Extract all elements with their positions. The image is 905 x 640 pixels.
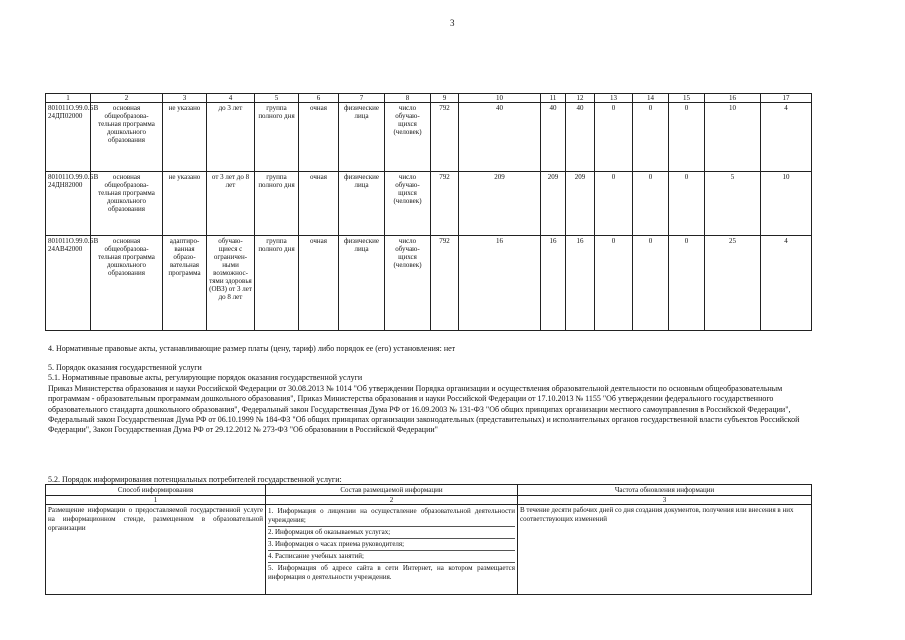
value-cell: 0	[595, 172, 633, 236]
list-item: 3. Информация о часах приема руководителя;	[268, 539, 515, 551]
value-cell: 4	[761, 236, 812, 331]
info-items	[266, 505, 518, 595]
section-51-subtitle: 5.1. Нормативные правовые акты, регулирующие порядок оказания государственной услуги	[48, 373, 363, 383]
info-header: Способ информирования	[46, 485, 266, 496]
column-number: 1	[46, 94, 91, 103]
program-cell: основная общеобразова-тельная программа дошкольного образования	[91, 172, 163, 236]
list-item: 1. Информация о лицензии на осуществление образовательной деятельности учреждения;	[268, 506, 515, 527]
value-cell: 4	[761, 103, 812, 172]
column-number: 8	[385, 94, 431, 103]
table-row	[46, 103, 812, 172]
page-number: 3	[450, 18, 455, 28]
column-number: 4	[207, 94, 255, 103]
recipients-cell: физические лица	[339, 103, 385, 172]
column-number: 14	[633, 94, 669, 103]
column-number: 9	[431, 94, 459, 103]
registry-code: 801011О.99.0.БВ 24ДН82000	[46, 172, 91, 236]
list-item: 2. Информация об оказываемых услугах;	[268, 527, 515, 539]
value-cell: 0	[669, 236, 705, 331]
column-number: 5	[255, 94, 299, 103]
age-cell: обучаю-щиеся с ограничен-ными возможнос-тями здоровья (ОВЗ) от 3 лет до 8 лет	[207, 236, 255, 331]
value-cell: 0	[595, 236, 633, 331]
recipients-cell: физические лица	[339, 236, 385, 331]
value-cell: 0	[595, 103, 633, 172]
info-method: Размещение информации о предоставляемой государственной услуге на информационном стенде, размещенном в образовательной организации	[46, 505, 266, 595]
registry-code: 801011О.99.0.БВ 24АВ42000	[46, 236, 91, 331]
column-number: 16	[705, 94, 761, 103]
value-cell: 10	[761, 172, 812, 236]
form-cell: очная	[299, 236, 339, 331]
value-cell: 40	[566, 103, 595, 172]
column-number: 2	[266, 496, 518, 505]
value-cell: 16	[541, 236, 566, 331]
value-cell: 209	[541, 172, 566, 236]
value-cell: 40	[459, 103, 541, 172]
value-cell: 16	[566, 236, 595, 331]
column-number: 3	[163, 94, 207, 103]
category-cell: не указано	[163, 172, 207, 236]
table-row	[46, 236, 812, 331]
indicator-cell: число обучаю-щихся (человек)	[385, 103, 431, 172]
group-cell: группа полного дня	[255, 236, 299, 331]
value-cell: 10	[705, 103, 761, 172]
services-volume-table	[45, 93, 812, 331]
value-cell: 0	[669, 172, 705, 236]
section-4-text: 4. Нормативные правовые акты, устанавливающие размер платы (цену, тариф) либо порядок ее (его) установления: нет	[48, 344, 456, 353]
column-number: 2	[91, 94, 163, 103]
section-5-title: 5. Порядок оказания государственной услуги	[48, 363, 202, 372]
program-cell: основная общеобразова-тельная программа дошкольного образования	[91, 103, 163, 172]
column-number: 3	[518, 496, 812, 505]
value-cell: 0	[633, 103, 669, 172]
group-cell: группа полного дня	[255, 172, 299, 236]
category-cell: не указано	[163, 103, 207, 172]
column-number: 6	[299, 94, 339, 103]
program-cell: основная общеобразова-тельная программа дошкольного образования	[91, 236, 163, 331]
indicator-cell: число обучаю-щихся (человек)	[385, 236, 431, 331]
value-cell: 40	[541, 103, 566, 172]
column-number: 7	[339, 94, 385, 103]
info-row	[46, 505, 812, 595]
column-number-row	[46, 94, 812, 103]
info-header: Частота обновления информации	[518, 485, 812, 496]
information-table	[45, 484, 812, 595]
value-cell: 0	[633, 172, 669, 236]
value-cell: 209	[566, 172, 595, 236]
section-51-body: Приказ Министерства образования и науки Российской Федерации от 30.08.2013 № 1014 "Об утверждении Порядка организации и осуществления образовательной деятельности по основным общеобразовательным программам - образовательным программам дошкольного образования", Приказ Министерства образования и науки Российской Федерации от 17.10.2013 № 1155 "Об утверждении федерального государственного образовательного стандарта дошкольного образования", Федеральный закон Государственная Дума РФ от 16.09.2003 № 131-ФЗ "Об общих принципах организации местного самоуправления в Российской Федерации", Федеральный закон Государственная Дума РФ от 06.10.1999 № 184-ФЗ "Об общих принципах организации законодательных (представительных) и исполнительных органов государственной власти субъектов Российской Федерации", Закон Государственная Дума РФ от 29.12.2012 № 273-ФЗ "Об образовании в Российской Федерации"	[48, 383, 800, 435]
column-number: 12	[566, 94, 595, 103]
recipients-cell: физические лица	[339, 172, 385, 236]
info-number-row	[46, 496, 812, 505]
column-number: 15	[669, 94, 705, 103]
column-number: 13	[595, 94, 633, 103]
form-cell: очная	[299, 172, 339, 236]
age-cell: от 3 лет до 8 лет	[207, 172, 255, 236]
info-header: Состав размещаемой информации	[266, 485, 518, 496]
column-number: 1	[46, 496, 266, 505]
unit-code-cell: 792	[431, 172, 459, 236]
value-cell: 0	[669, 103, 705, 172]
unit-code-cell: 792	[431, 103, 459, 172]
indicator-cell: число обучаю-щихся (человек)	[385, 172, 431, 236]
category-cell: адаптиро-ванная образо-вательная программа	[163, 236, 207, 331]
list-item: 4. Расписание учебных занятий;	[268, 551, 515, 563]
table-row	[46, 172, 812, 236]
column-number: 11	[541, 94, 566, 103]
column-number: 10	[459, 94, 541, 103]
value-cell: 0	[633, 236, 669, 331]
form-cell: очная	[299, 103, 339, 172]
section-5	[48, 363, 818, 436]
column-number: 17	[761, 94, 812, 103]
unit-code-cell: 792	[431, 236, 459, 331]
value-cell: 16	[459, 236, 541, 331]
value-cell: 25	[705, 236, 761, 331]
registry-code: 801011О.99.0.БВ 24ДП02000	[46, 103, 91, 172]
value-cell: 5	[705, 172, 761, 236]
value-cell: 209	[459, 172, 541, 236]
list-item: 5. Информация об адресе сайта в сети Интернет, на котором размещается информация о деятельности учреждения.	[268, 564, 515, 581]
section-52-title: 5.2. Порядок информирования потенциальных потребителей государственной услуги:	[48, 475, 342, 484]
info-frequency: В течение десяти рабочих дней со дня создания документов, получения или внесения в них соответствующих изменений	[518, 505, 812, 595]
age-cell: до 3 лет	[207, 103, 255, 172]
group-cell: группа полного дня	[255, 103, 299, 172]
info-header-row	[46, 485, 812, 496]
